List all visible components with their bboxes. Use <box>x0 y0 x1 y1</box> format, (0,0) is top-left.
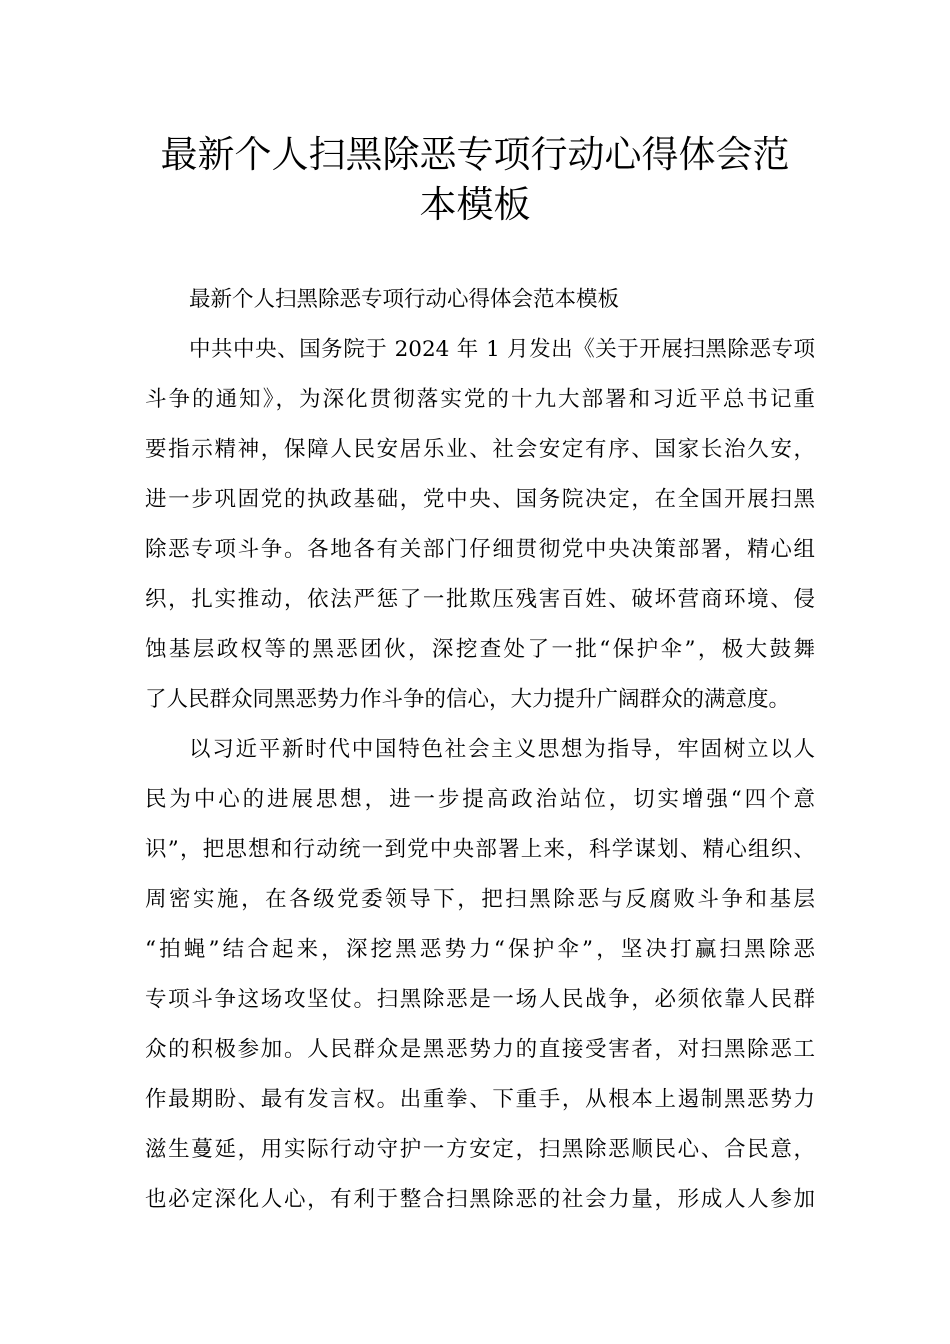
paragraph-line: 周密实施，在各级党委领导下，把扫黑除恶与反腐败斗争和基层 <box>145 887 815 912</box>
paragraph-line: 滋生蔓延，用实际行动守护一方安定，扫黑除恶顺民心、合民意， <box>145 1137 815 1162</box>
paragraph-line: 民为中心的进展思想，进一步提高政治站位，切实增强“四个意 <box>145 787 815 812</box>
paragraph-line: 了人民群众同黑恶势力作斗争的信心，大力提升广阔群众的满意度。 <box>145 687 791 712</box>
paragraph-line: 也必定深化人心，有利于整合扫黑除恶的社会力量，形成人人参加 <box>145 1187 815 1212</box>
paragraph-line: “拍蝇”结合起来，深挖黑恶势力“保护伞”，坚决打赢扫黑除恶 <box>145 937 815 962</box>
paragraph-line: 织，扎实推动，依法严惩了一批欺压残害百姓、破坏营商环境、侵 <box>145 587 815 612</box>
document-title-line-1: 最新个人扫黑除恶专项行动心得体会范 <box>160 133 790 176</box>
paragraph-line: 众的积极参加。人民群众是黑恶势力的直接受害者，对扫黑除恶工 <box>145 1037 815 1062</box>
paragraph-line: 斗争的通知》，为深化贯彻落实党的十九大部署和习近平总书记重 <box>145 387 815 412</box>
paragraph-line: 专项斗争这场攻坚仗。扫黑除恶是一场人民战争，必须依靠人民群 <box>145 987 815 1012</box>
subtitle-line: 最新个人扫黑除恶专项行动心得体会范本模板 <box>189 287 620 312</box>
paragraph-line: 蚀基层政权等的黑恶团伙，深挖查处了一批“保护伞”，极大鼓舞 <box>145 637 815 662</box>
paragraph-line: 要指示精神，保障人民安居乐业、社会安定有序、国家长治久安， <box>145 437 815 462</box>
document-body <box>145 275 815 1225</box>
paragraph-line: 除恶专项斗争。各地各有关部门仔细贯彻党中央决策部署，精心组 <box>145 537 815 562</box>
paragraph-line: 进一步巩固党的执政基础，党中央、国务院决定，在全国开展扫黑 <box>145 487 815 512</box>
document-title-line-2: 本模板 <box>419 183 531 226</box>
paragraph-line: 中共中央、国务院于 2024 年 1 月发出《关于开展扫黑除恶专项 <box>189 337 815 362</box>
paragraph-line: 识”，把思想和行动统一到党中央部署上来，科学谋划、精心组织、 <box>145 837 815 862</box>
paragraph-line: 作最期盼、最有发言权。出重拳、下重手，从根本上遏制黑恶势力 <box>145 1087 815 1112</box>
paragraph-line: 以习近平新时代中国特色社会主义思想为指导，牢固树立以人 <box>189 737 815 762</box>
